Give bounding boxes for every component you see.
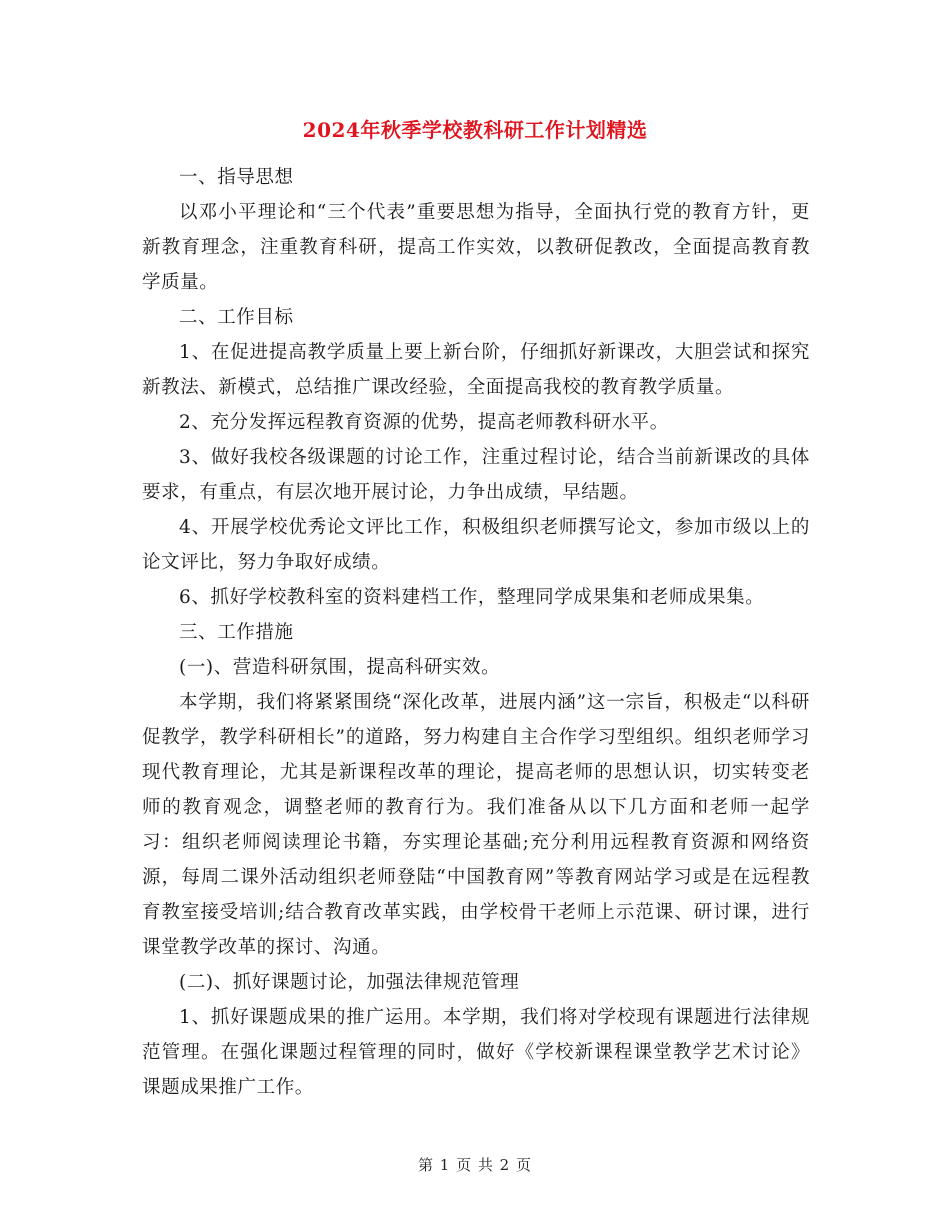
subheading-research-atmosphere: (一)、营造科研氛围，提高科研实效。: [179, 657, 501, 678]
goal-item-3: 3、做好我校各级课题的讨论工作，注重过程讨论，结合当前新课改的具体要求，有重点，有层次地开展讨论，力争出成绩，早结题。: [142, 447, 810, 503]
document-body: [142, 160, 810, 1105]
goal-item-2: 2、充分发挥远程教育资源的优势，提高老师教科研水平。: [179, 412, 669, 433]
paragraph-topic-research: 1、抓好课题成果的推广运用。本学期，我们将对学校现有课题进行法律规范管理。在强化课题过程管理的同时，做好《学校新课程课堂教学艺术讨论》课题成果推广工作。: [142, 1007, 810, 1098]
page-footer: 第 1 页 共 2 页: [418, 1156, 532, 1174]
subheading-topic-research: (二)、抓好课题讨论，加强法律规范管理: [179, 972, 520, 993]
goal-item-1: 1、在促进提高教学质量上要上新台阶，仔细抓好新课改，大胆尝试和探究新教法、新模式，总结推广课改经验，全面提高我校的教育教学质量。: [142, 342, 810, 398]
paragraph-research-atmosphere: 本学期，我们将紧紧围绕“深化改革，进展内涵”这一宗旨，积极走“以科研促教学，教学科研相长”的道路，努力构建自主合作学习型组织。组织老师学习现代教育理论，尤其是新课程改革的理论，提高老师的思想认识，切实转变老师的教育观念，调整老师的教育行为。我们准备从以下几方面和老师一起学习：组织老师阅读理论书籍，夯实理论基础;充分利用远程教育资源和网络资源，每周二课外活动组织老师登陆“中国教育网”等教育网站学习或是在远程教育教室接受培训;结合教育改革实践，由学校骨干老师上示范课、研讨课，进行课堂教学改革的探讨、沟通。: [142, 692, 810, 958]
document-title: 2024年秋季学校教科研工作计划精选: [302, 118, 648, 142]
goal-item-6: 6、抓好学校教科室的资料建档工作，整理同学成果集和老师成果集。: [179, 587, 765, 608]
heading-guiding-ideology: 一、指导思想: [179, 167, 294, 188]
paragraph-guiding-ideology: 以邓小平理论和“三个代表”重要思想为指导，全面执行党的教育方针，更新教育理念，注重教育科研，提高工作实效，以教研促教改，全面提高教育教学质量。: [142, 202, 810, 293]
heading-work-goals: 二、工作目标: [179, 307, 294, 328]
goal-item-4: 4、开展学校优秀论文评比工作，积极组织老师撰写论文，参加市级以上的论文评比，努力争取好成绩。: [142, 517, 810, 573]
heading-work-measures: 三、工作措施: [179, 622, 294, 643]
